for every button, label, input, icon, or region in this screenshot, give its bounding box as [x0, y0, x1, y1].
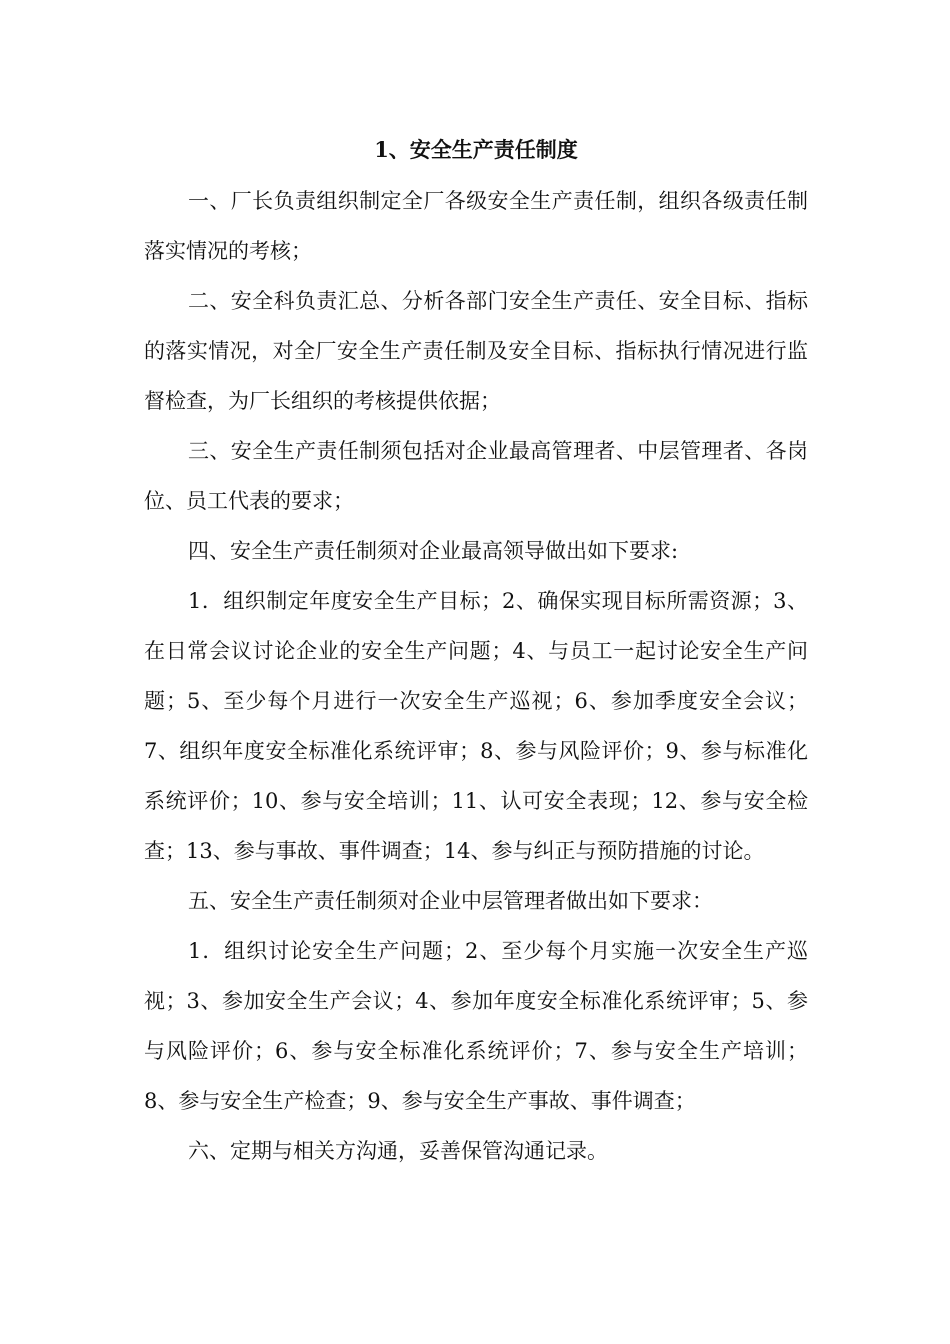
document-title: 1、安全生产责任制度 — [374, 137, 578, 162]
document-body — [144, 124, 808, 1176]
paragraph-5: 五、安全生产责任制须对企业中层管理者做出如下要求： — [188, 889, 713, 913]
paragraph-6: 六、定期与相关方沟通，妥善保管沟通记录。 — [188, 1139, 608, 1163]
paragraph-3: 三、安全生产责任制须包括对企业最高管理者、中层管理者、各岗位、员工代表的要求； — [144, 439, 808, 513]
paragraph-5-items: 1．组织讨论安全生产问题；2、至少每个月实施一次安全生产巡视；3、参加安全生产会议；4、参加年度安全标准化系统评审；5、参与风险评价；6、参与安全标准化系统评价；7、参与安全生产培训；8、参与安全生产检查；9、参与安全生产事故、事件调查； — [144, 939, 808, 1113]
paragraph-4: 四、安全生产责任制须对企业最高领导做出如下要求: — [188, 539, 679, 563]
paragraph-2: 二、安全科负责汇总、分析各部门安全生产责任、安全目标、指标的落实情况，对全厂安全生产责任制及安全目标、指标执行情况进行监督检查，为厂长组织的考核提供依据； — [144, 289, 808, 413]
paragraph-4-items: 1．组织制定年度安全生产目标；2、确保实现目标所需资源；3、在日常会议讨论企业的安全生产问题；4、与员工一起讨论安全生产问题；5、至少每个月进行一次安全生产巡视；6、参加季度安全会议；7、组织年度安全标准化系统评审；8、参与风险评价；9、参与标准化系统评价；10、参与安全培训；11、认可安全表现；12、参与安全检查；13、参与事故、事件调查；14、参与纠正与预防措施的讨论。 — [144, 589, 808, 863]
paragraph-1: 一、厂长负责组织制定全厂各级安全生产责任制，组织各级责任制落实情况的考核； — [144, 189, 808, 263]
